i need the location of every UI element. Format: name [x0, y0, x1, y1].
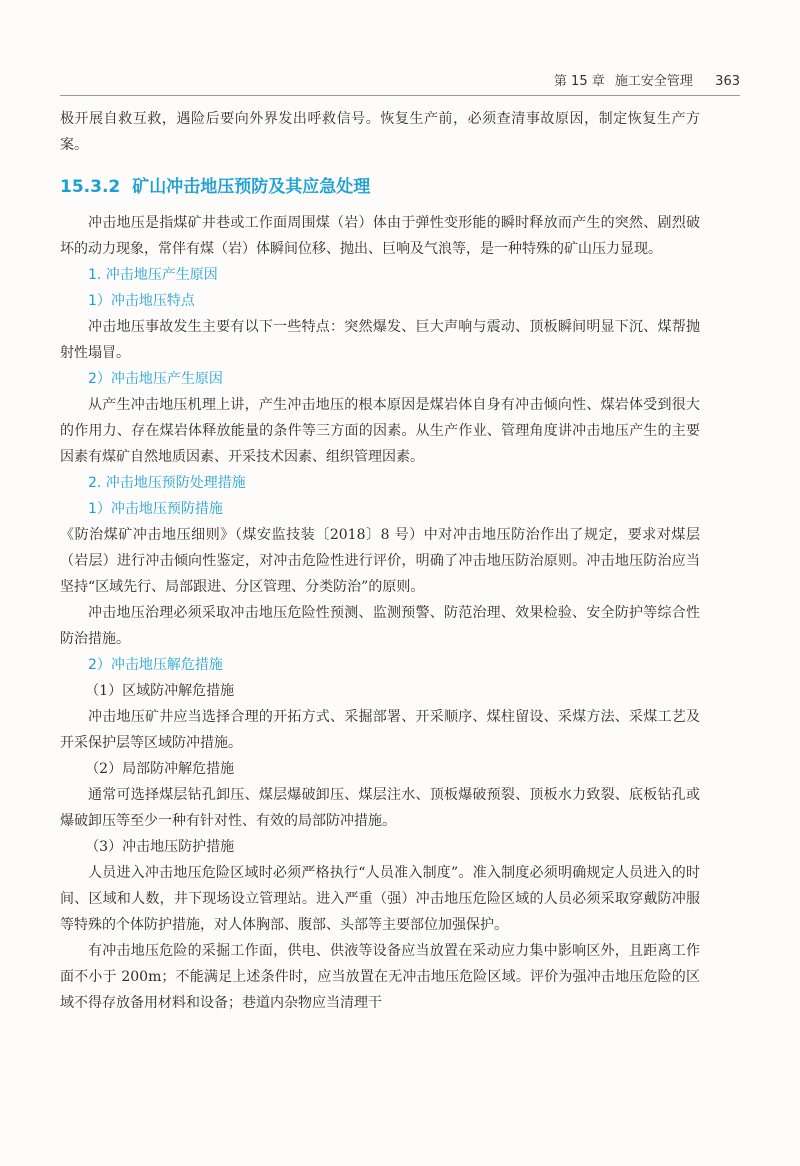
page-header	[60, 70, 740, 89]
heading-level-3: （1）区域防冲解危措施	[85, 683, 235, 699]
paragraph: 通常可选择煤层钻孔卸压、煤层爆破卸压、煤层注水、顶板爆破预裂、顶板水力致裂、底板钻孔或爆破卸压等至少一种有针对性、有效的局部防冲措施。	[60, 787, 700, 829]
paragraph: 冲击地压事故发生主要有以下一些特点：突然爆发、巨大声响与震动、顶板瞬间明显下沉、煤帮抛射性塌冒。	[60, 319, 700, 361]
heading-level-2: 2）冲击地压解危措施	[88, 657, 223, 673]
heading-level-2: 2）冲击地压产生原因	[88, 371, 223, 387]
heading-level-3: （2）局部防冲解危措施	[85, 761, 235, 777]
heading-level-2: 1）冲击地压特点	[88, 293, 195, 309]
page-body	[60, 106, 700, 1016]
chapter-title: 施工安全管理	[614, 74, 693, 89]
paragraph: 从产生冲击地压机理上讲，产生冲击地压的根本原因是煤岩体自身有冲击倾向性、煤岩体受到很大的作用力、存在煤岩体释放能量的条件等三方面的因素。从生产作业、管理角度讲冲击地压产生的主要因素有煤矿自然地质因素、开采技术因素、组织管理因素。	[60, 397, 700, 465]
section-title-text: 矿山冲击地压预防及其应急处理	[132, 177, 371, 197]
paragraph: 极开展自救互救，遇险后要向外界发出呼救信号。恢复生产前，必须查清事故原因，制定恢复生产方案。	[60, 111, 700, 153]
heading-level-1: 1. 冲击地压产生原因	[88, 267, 218, 283]
paragraph: 《防治煤矿冲击地压细则》（煤安监技装〔2018〕8 号）中对冲击地压防治作出了规定，要求对煤层（岩层）进行冲击倾向性鉴定，对冲击危险性进行评价，明确了冲击地压防治原则。冲击地压防治应当坚持“区域先行、局部跟进、分区管理、分类防治”的原则。	[60, 527, 700, 595]
chapter-number: 第 15 章	[553, 74, 605, 89]
paragraph: 人员进入冲击地压危险区域时必须严格执行“人员准入制度”。准入制度必须明确规定人员进入的时间、区域和人数，井下现场设立管理站。进入严重（强）冲击地压危险区域的人员必须采取穿戴防冲服等特殊的个体防护措施，对人体胸部、腹部、头部等主要部位加强保护。	[60, 865, 700, 933]
heading-level-2: 1）冲击地压预防措施	[88, 501, 223, 517]
paragraph: 有冲击地压危险的采掘工作面，供电、供液等设备应当放置在采动应力集中影响区外，且距离工作面不小于 200m；不能满足上述条件时，应当放置在无冲击地压危险区域。评价为强冲击地压危险的区域不得存放备用材料和设备；巷道内杂物应当清理干	[60, 943, 700, 1011]
page-number: 363	[715, 74, 740, 89]
section-title	[60, 172, 700, 202]
heading-level-3: （3）冲击地压防护措施	[85, 839, 235, 855]
paragraph: 冲击地压矿井应当选择合理的开拓方式、采掘部署、开采顺序、煤柱留设、采煤方法、采煤工艺及开采保护层等区域防冲措施。	[60, 709, 700, 751]
paragraph: 冲击地压是指煤矿井巷或工作面周围煤（岩）体由于弹性变形能的瞬时释放而产生的突然、剧烈破坏的动力现象，常伴有煤（岩）体瞬间位移、抛出、巨响及气浪等，是一种特殊的矿山压力显现。	[60, 215, 700, 257]
header-rule	[60, 95, 740, 96]
section-number: 15.3.2	[60, 177, 121, 197]
heading-level-1: 2. 冲击地压预防处理措施	[88, 475, 246, 491]
paragraph: 冲击地压治理必须采取冲击地压危险性预测、监测预警、防范治理、效果检验、安全防护等综合性防治措施。	[60, 605, 700, 647]
